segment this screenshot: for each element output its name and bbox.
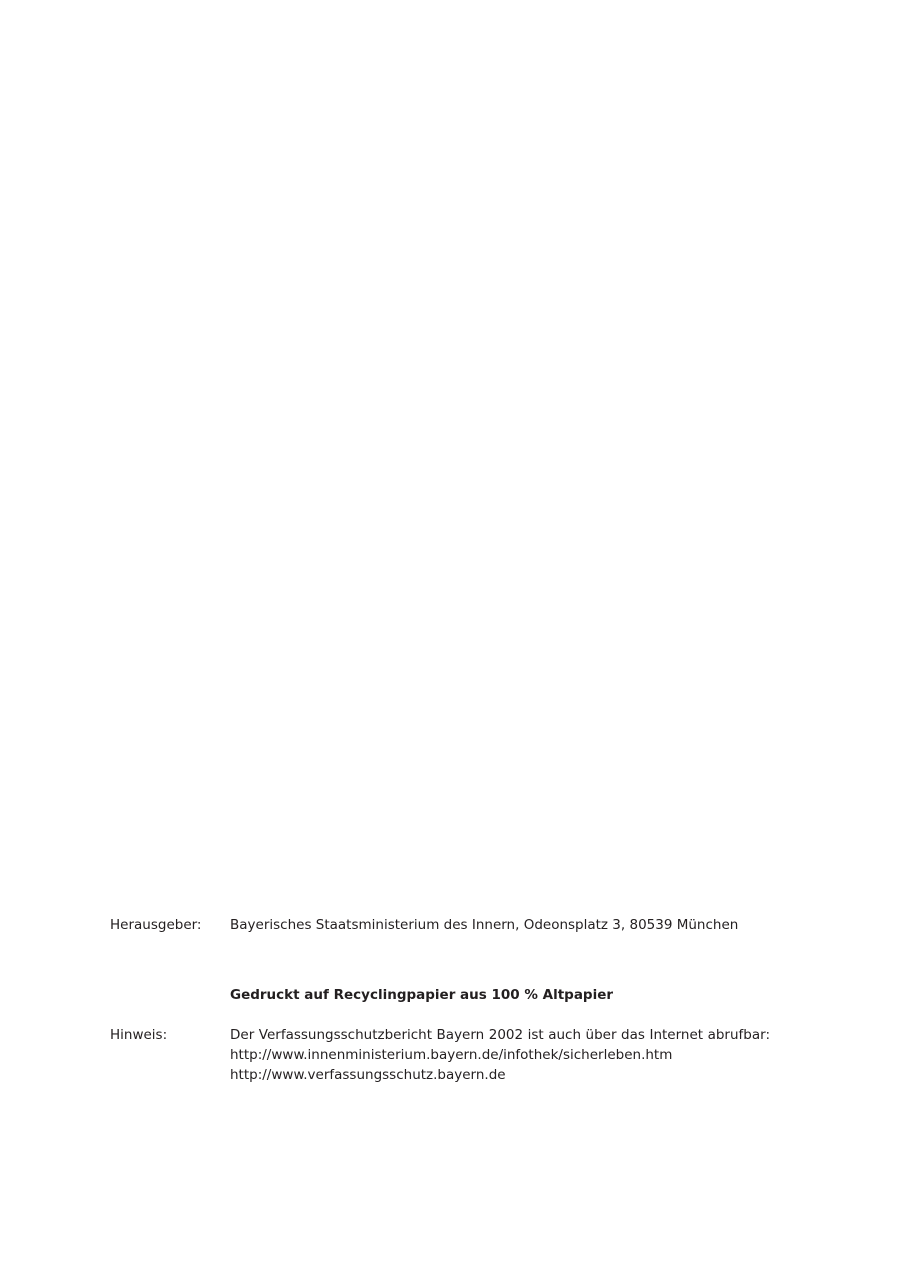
publisher-value: Bayerisches Staatsministerium des Innern, Odeonsplatz 3, 80539 München xyxy=(230,917,739,933)
note-value xyxy=(230,1025,810,1085)
imprint-block xyxy=(110,915,810,1085)
note-line-intro: Der Verfassungsschutzbericht Bayern 2002 ist auch über das Internet abrufbar: xyxy=(230,1027,770,1043)
recycling-note: Gedruckt auf Recyclingpapier aus 100 % Altpapier xyxy=(230,987,614,1003)
note-label: Hinweis: xyxy=(110,1027,168,1043)
note-row xyxy=(110,1025,810,1085)
publisher-label: Herausgeber: xyxy=(110,917,202,933)
publisher-row xyxy=(110,915,810,935)
note-line-url-1: http://www.innenministerium.bayern.de/infothek/sicherleben.htm xyxy=(230,1047,673,1063)
note-line-url-2: http://www.verfassungsschutz.bayern.de xyxy=(230,1067,506,1083)
